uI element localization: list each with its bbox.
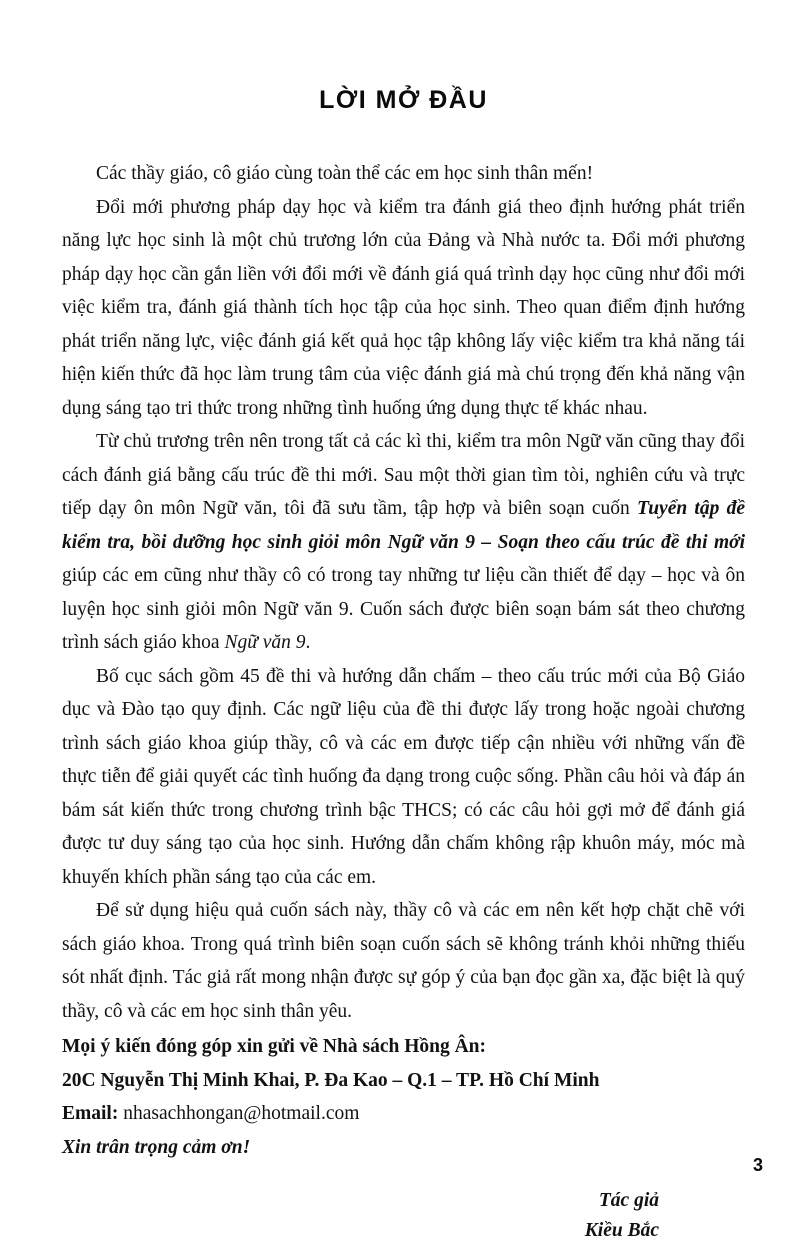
paragraph-greeting: Các thầy giáo, cô giáo cùng toàn thể các em học sinh thân mến! [96, 163, 594, 184]
paragraph-3-part-b: giúp các em cũng như thầy cô có trong tay những tư liệu cần thiết để dạy – học và ôn luyện học sinh giỏi môn Ngữ văn 9. Cuốn sách được biên soạn bám sát theo chương trình sách giáo khoa [62, 565, 745, 653]
contact-address: 20C Nguyễn Thị Minh Khai, P. Đa Kao – Q.1 – TP. Hồ Chí Minh [62, 1069, 600, 1091]
email-label: Email: [62, 1103, 119, 1124]
paragraph-2: Đổi mới phương pháp dạy học và kiểm tra đánh giá theo định hướng phát triển năng lực học sinh là một chủ trương lớn của Đảng và Nhà nước ta. Đổi mới phương pháp dạy học cần gắn liền với đổi mới về đánh giá quá trình dạy học cũng như đổi mới việc kiểm tra, đánh giá thành tích học tập của học sinh. Theo quan điểm định hướng phát triển năng lực, việc đánh giá kết quả học tập không lấy việc kiểm tra khả năng tái hiện kiến thức đã học làm trung tâm của việc đánh giá mà chú trọng đến khả năng vận dụng sáng tạo tri thức trong những tình huống ứng dụng thực tế khác nhau. [62, 196, 745, 419]
thanks-note: Xin trân trọng cảm ơn! [62, 1136, 251, 1158]
paragraph-3 [62, 425, 745, 660]
paragraph-3-part-c: . [305, 632, 311, 653]
contact-email-line [62, 1097, 745, 1131]
document-body [62, 157, 745, 1246]
book-title-emphasis: Tuyển tập đề kiểm tra, bồi dưỡng học sinh giỏi môn Ngữ văn 9 – Soạn theo cấu trúc đề thi mới [62, 498, 745, 553]
paragraph-4: Bố cục sách gồm 45 đề thi và hướng dẫn chấm – theo cấu trúc mới của Bộ Giáo dục và Đào tạo quy định. Các ngữ liệu của đề thi được lấy trong hoặc ngoài chương trình sách giáo khoa giúp thầy, cô và các em được tiếp cận nhiều với những vấn đề thực tiễn để giải quyết các tình huống đa dạng trong cuộc sống. Phần câu hỏi và đáp án bám sát kiến thức trong chương trình bậc THCS; có các câu hỏi gợi mở để đánh giá được tư duy sáng tạo của học sinh. Hướng dẫn chấm không rập khuôn máy, móc mà khuyến khích phần sáng tạo của các em. [62, 665, 745, 888]
page-title: LỜI MỞ ĐẦU [319, 86, 488, 114]
page-number: 3 [752, 1155, 763, 1175]
contact-intro-text: Mọi ý kiến đóng góp xin gửi về [62, 1036, 323, 1057]
email-value[interactable]: nhasachhongan@hotmail.com [118, 1103, 360, 1124]
signature-block [62, 1186, 745, 1246]
textbook-reference: Ngữ văn 9 [224, 632, 306, 653]
paragraph-5: Để sử dụng hiệu quả cuốn sách này, thầy cô và các em nên kết hợp chặt chẽ với sách giáo khoa. Trong quá trình biên soạn cuốn sách sẽ không tránh khỏi những thiếu sót nhất định. Tác giả rất mong nhận được sự góp ý của bạn đọc gần xa, đặc biệt là quý thầy, cô và các em học sinh thân yêu. [62, 900, 745, 1022]
contact-block [62, 1030, 745, 1164]
store-name: Nhà sách Hồng Ân: [322, 1036, 486, 1057]
paragraph-3-part-a: Từ chủ trương trên nên trong tất cả các kì thi, kiểm tra môn Ngữ văn cũng thay đổi cách đánh giá bằng cấu trúc đề thi mới. Sau một thời gian tìm tòi, nghiên cứu và trực tiếp dạy ôn môn Ngữ văn, tôi đã sưu tầm, tập hợp và biên soạn cuốn [62, 431, 745, 519]
signature-role: Tác giả [598, 1190, 659, 1211]
signature-name: Kiều Bắc [584, 1220, 659, 1241]
contact-intro-line [62, 1030, 745, 1064]
